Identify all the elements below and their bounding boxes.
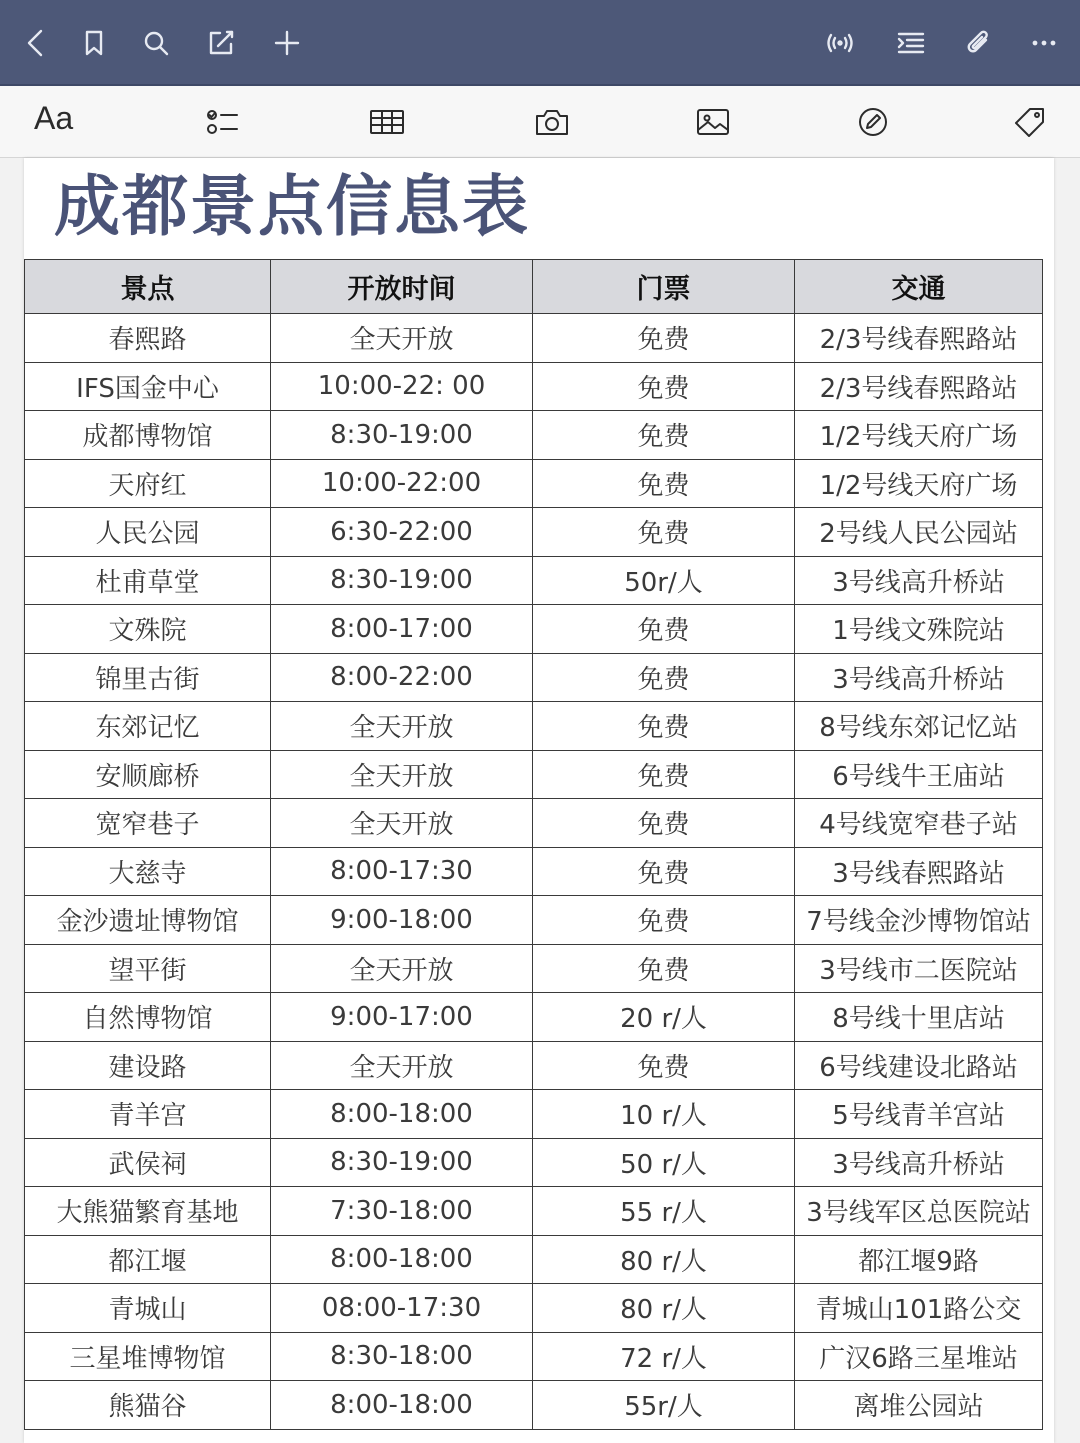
cell-hours[interactable]: 9:00-17:00 [271, 993, 533, 1042]
cell-ticket[interactable]: 20 r/人 [533, 993, 795, 1042]
table-row [25, 993, 1043, 1042]
cell-transport[interactable]: 6号线建设北路站 [795, 1041, 1043, 1090]
cell-transport[interactable]: 5号线青羊宫站 [795, 1090, 1043, 1139]
cell-ticket[interactable]: 免费 [533, 411, 795, 460]
image-icon[interactable] [691, 102, 735, 142]
cell-attraction[interactable]: 锦里古街 [25, 653, 271, 702]
table-row [25, 1138, 1043, 1187]
cell-transport[interactable]: 4号线宽窄巷子站 [795, 799, 1043, 848]
cell-transport[interactable]: 2/3号线春熙路站 [795, 362, 1043, 411]
cell-hours[interactable]: 全天开放 [271, 314, 533, 363]
cell-ticket[interactable]: 免费 [533, 653, 795, 702]
outline-icon[interactable] [891, 23, 931, 63]
cell-attraction[interactable]: 金沙遗址博物馆 [25, 896, 271, 945]
cell-transport[interactable]: 3号线高升桥站 [795, 1138, 1043, 1187]
cell-attraction[interactable]: IFS国金中心 [25, 362, 271, 411]
cell-attraction[interactable]: 东郊记忆 [25, 702, 271, 751]
cell-ticket[interactable]: 免费 [533, 750, 795, 799]
cell-ticket[interactable]: 免费 [533, 702, 795, 751]
table-header-row [25, 260, 1043, 314]
table-row [25, 1381, 1043, 1430]
cell-attraction[interactable]: 安顺廊桥 [25, 750, 271, 799]
column-header-ticket[interactable]: 门票 [533, 260, 795, 314]
cell-ticket[interactable]: 免费 [533, 314, 795, 363]
cell-hours[interactable]: 全天开放 [271, 702, 533, 751]
table-row [25, 799, 1043, 848]
table-row [25, 508, 1043, 557]
cell-hours[interactable]: 全天开放 [271, 944, 533, 993]
cell-attraction[interactable]: 大熊猫繁育基地 [25, 1187, 271, 1236]
cell-attraction[interactable]: 三星堆博物馆 [25, 1332, 271, 1381]
cell-ticket[interactable]: 免费 [533, 459, 795, 508]
back-icon[interactable] [16, 23, 56, 63]
cell-ticket[interactable]: 免费 [533, 847, 795, 896]
cell-ticket[interactable]: 55r/人 [533, 1381, 795, 1430]
pen-icon[interactable] [851, 102, 895, 142]
cell-transport[interactable]: 8号线十里店站 [795, 993, 1043, 1042]
table-body [25, 314, 1043, 1430]
cell-hours[interactable]: 10:00-22:00 [271, 459, 533, 508]
cell-transport[interactable]: 3号线军区总医院站 [795, 1187, 1043, 1236]
cell-transport[interactable]: 1/2号线天府广场 [795, 411, 1043, 460]
cell-attraction[interactable]: 都江堰 [25, 1235, 271, 1284]
table-row [25, 459, 1043, 508]
format-button[interactable]: Aa [34, 100, 74, 136]
attractions-table[interactable] [24, 259, 1043, 1430]
cell-attraction[interactable]: 文殊院 [25, 605, 271, 654]
cell-ticket[interactable]: 10 r/人 [533, 1090, 795, 1139]
cell-ticket[interactable]: 免费 [533, 944, 795, 993]
search-icon[interactable] [136, 23, 176, 63]
cell-attraction[interactable]: 青羊宫 [25, 1090, 271, 1139]
cell-hours[interactable]: 9:00-18:00 [271, 896, 533, 945]
cell-transport[interactable]: 6号线牛王庙站 [795, 750, 1043, 799]
cell-attraction[interactable]: 望平街 [25, 944, 271, 993]
table-row [25, 1332, 1043, 1381]
cell-hours[interactable]: 全天开放 [271, 1041, 533, 1090]
cell-transport[interactable]: 1/2号线天府广场 [795, 459, 1043, 508]
camera-icon[interactable] [530, 102, 574, 142]
cell-ticket[interactable]: 免费 [533, 508, 795, 557]
cell-ticket[interactable]: 免费 [533, 799, 795, 848]
attachment-icon[interactable] [958, 23, 998, 63]
table-row [25, 896, 1043, 945]
cell-attraction[interactable]: 自然博物馆 [25, 993, 271, 1042]
cell-transport[interactable]: 离堆公园站 [795, 1381, 1043, 1430]
cell-transport[interactable]: 都江堰9路 [795, 1235, 1043, 1284]
cell-hours[interactable]: 7:30-18:00 [271, 1187, 533, 1236]
cell-transport[interactable]: 3号线高升桥站 [795, 556, 1043, 605]
cell-ticket[interactable]: 80 r/人 [533, 1284, 795, 1333]
table-row [25, 702, 1043, 751]
cell-hours[interactable]: 8:00-22:00 [271, 653, 533, 702]
table-row [25, 556, 1043, 605]
cell-hours[interactable]: 8:30-18:00 [271, 1332, 533, 1381]
cell-ticket[interactable]: 50 r/人 [533, 1138, 795, 1187]
page-title: 成都景点信息表 [54, 168, 530, 245]
cell-hours[interactable]: 全天开放 [271, 750, 533, 799]
cell-hours[interactable]: 08:00-17:30 [271, 1284, 533, 1333]
cell-hours[interactable]: 8:30-19:00 [271, 556, 533, 605]
cell-hours[interactable]: 8:00-18:00 [271, 1235, 533, 1284]
cell-transport[interactable]: 青城山101路公交 [795, 1284, 1043, 1333]
column-header-transport[interactable]: 交通 [795, 260, 1043, 314]
table-row [25, 944, 1043, 993]
cell-ticket[interactable]: 80 r/人 [533, 1235, 795, 1284]
bookmark-icon[interactable] [74, 23, 114, 63]
column-header-attraction[interactable]: 景点 [25, 260, 271, 314]
table-row [25, 605, 1043, 654]
cell-attraction[interactable]: 杜甫草堂 [25, 556, 271, 605]
cell-transport[interactable]: 3号线春熙路站 [795, 847, 1043, 896]
cell-hours[interactable]: 全天开放 [271, 799, 533, 848]
cell-ticket[interactable]: 免费 [533, 605, 795, 654]
add-icon[interactable] [267, 23, 307, 63]
cell-hours[interactable]: 8:00-18:00 [271, 1090, 533, 1139]
cell-transport[interactable]: 3号线市二医院站 [795, 944, 1043, 993]
table-row [25, 1284, 1043, 1333]
cell-ticket[interactable]: 免费 [533, 362, 795, 411]
cell-hours[interactable]: 6:30-22:00 [271, 508, 533, 557]
cell-transport[interactable]: 1号线文殊院站 [795, 605, 1043, 654]
edit-icon[interactable] [201, 23, 241, 63]
more-icon[interactable] [1024, 23, 1064, 63]
cell-hours[interactable]: 8:30-19:00 [271, 411, 533, 460]
table-icon[interactable] [365, 102, 409, 142]
table-row [25, 411, 1043, 460]
cell-attraction[interactable]: 大慈寺 [25, 847, 271, 896]
cell-attraction[interactable]: 成都博物馆 [25, 411, 271, 460]
cell-attraction[interactable]: 天府红 [25, 459, 271, 508]
cell-ticket[interactable]: 免费 [533, 1041, 795, 1090]
cell-attraction[interactable]: 建设路 [25, 1041, 271, 1090]
cell-hours[interactable]: 8:00-17:00 [271, 605, 533, 654]
cell-hours[interactable]: 8:00-17:30 [271, 847, 533, 896]
cell-attraction[interactable]: 宽窄巷子 [25, 799, 271, 848]
broadcast-icon[interactable] [820, 23, 860, 63]
table-row [25, 750, 1043, 799]
cell-transport[interactable]: 广汉6路三星堆站 [795, 1332, 1043, 1381]
cell-ticket[interactable]: 免费 [533, 896, 795, 945]
cell-hours[interactable]: 10:00-22: 00 [271, 362, 533, 411]
cell-attraction[interactable]: 青城山 [25, 1284, 271, 1333]
cell-hours[interactable]: 8:00-18:00 [271, 1381, 533, 1430]
table-row [25, 847, 1043, 896]
cell-ticket[interactable]: 72 r/人 [533, 1332, 795, 1381]
cell-transport[interactable]: 2号线人民公园站 [795, 508, 1043, 557]
top-bar [0, 0, 1080, 86]
table-row [25, 1090, 1043, 1139]
cell-transport[interactable]: 7号线金沙博物馆站 [795, 896, 1043, 945]
table-row [25, 653, 1043, 702]
cell-transport[interactable]: 8号线东郊记忆站 [795, 702, 1043, 751]
table-row [25, 314, 1043, 363]
checklist-icon[interactable] [200, 102, 244, 142]
table-row [25, 362, 1043, 411]
cell-attraction[interactable]: 武侯祠 [25, 1138, 271, 1187]
cell-attraction[interactable]: 人民公园 [25, 508, 271, 557]
cell-transport[interactable]: 3号线高升桥站 [795, 653, 1043, 702]
cell-transport[interactable]: 2/3号线春熙路站 [795, 314, 1043, 363]
table-row [25, 1235, 1043, 1284]
table-row [25, 1187, 1043, 1236]
cell-hours[interactable]: 8:30-19:00 [271, 1138, 533, 1187]
cell-attraction[interactable]: 熊猫谷 [25, 1381, 271, 1430]
tag-icon[interactable] [1008, 102, 1052, 142]
cell-ticket[interactable]: 55 r/人 [533, 1187, 795, 1236]
column-header-hours[interactable]: 开放时间 [271, 260, 533, 314]
cell-attraction[interactable]: 春熙路 [25, 314, 271, 363]
table-row [25, 1041, 1043, 1090]
cell-ticket[interactable]: 50r/人 [533, 556, 795, 605]
